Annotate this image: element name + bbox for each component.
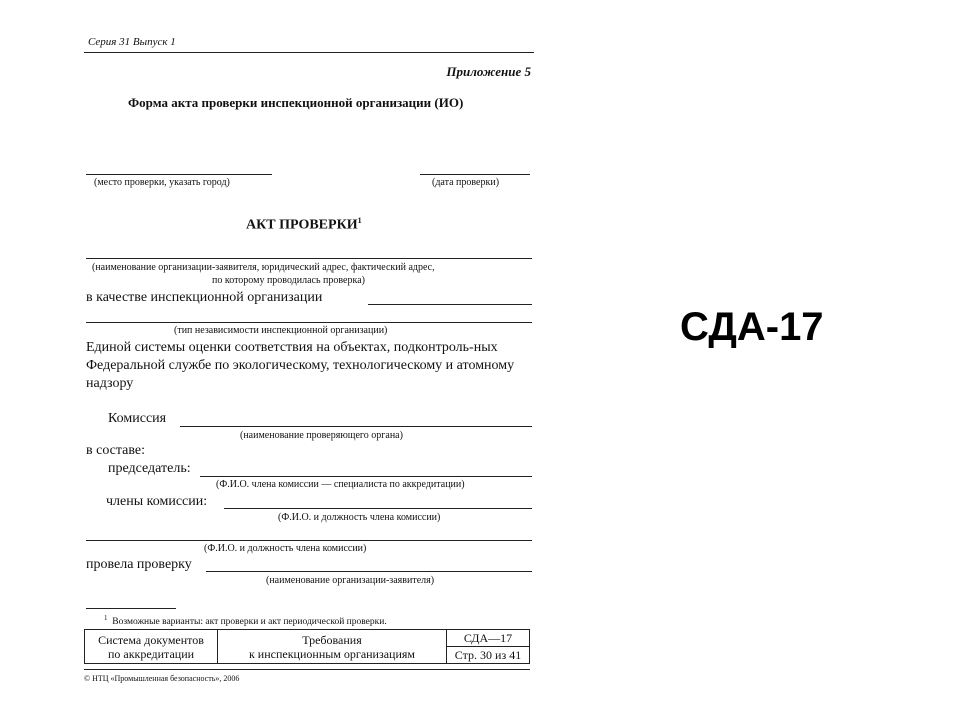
footer-req-line-1: Требования [302,632,362,647]
commission-caption: (наименование проверяющего органа) [240,430,403,441]
footer-req-line-2: к инспекционным организациям [248,646,416,661]
form-title: Форма акта проверки инспекционной организации (ИО) [128,95,464,110]
member-line-1 [224,508,532,509]
member-caption-1: (Ф.И.О. и должность члена комиссии) [278,512,441,523]
header-rule [84,52,534,53]
org-caption-1: (наименование организации-заявителя, юридический адрес, фактический адрес, [92,262,435,273]
inspected-label: провела проверку [86,557,192,572]
system-paragraph: Единой системы оценки соответствия на объектах, подконтроль-ных Федеральной службе по экологическому, технологическому и атомному надзору [86,340,515,391]
role-line [368,304,532,305]
org-line [86,258,532,259]
inspected-line [206,571,532,572]
date-caption: (дата проверки) [432,177,500,188]
series-label: Серия 31 Выпуск 1 [88,36,176,48]
org-caption-2: по которому проводилась проверка) [212,275,365,286]
footnote-rule [86,608,176,609]
chair-label: председатель: [108,461,191,476]
footnote [104,614,387,627]
independence-line [86,322,532,323]
commission-label: Комиссия [108,411,167,426]
place-line [86,174,272,175]
footer-page-cell: Стр. 30 из 41 [447,647,530,664]
footer-requirements-cell [218,630,447,664]
side-code: СДА-17 [680,305,824,349]
inspected-caption: (наименование организации-заявителя) [266,575,435,586]
place-caption: (место проверки, указать город) [94,177,230,188]
chair-caption: (Ф.И.О. члена комиссии — специалиста по аккредитации) [216,479,465,490]
member-line-2 [86,540,532,541]
member-caption-2: (Ф.И.О. и должность члена комиссии) [204,543,367,554]
chair-line [200,476,532,477]
composition-label: в составе: [86,443,146,458]
role-label: в качестве инспекционной организации [86,290,323,305]
date-line [420,174,530,175]
independence-caption: (тип независимости инспекционной организации) [174,325,388,336]
bottom-rule [84,669,530,670]
appendix-label: Приложение 5 [446,64,531,79]
footer-table [84,629,530,664]
footnote-number: 1 [104,614,108,622]
members-label: члены комиссии: [106,494,208,509]
copyright: © НТЦ «Промышленная безопасность», 2006 [84,674,240,683]
commission-line [180,426,532,427]
footer-system-line-2: по аккредитации [107,646,195,661]
footer-code-cell: СДА—17 [447,630,530,647]
footer-system-cell [85,630,218,664]
footnote-text: Возможные варианты: акт проверки и акт периодической проверки. [112,617,387,628]
footnote-mark: 1 [357,216,362,225]
act-title: АКТ ПРОВЕРКИ$^1$ [246,216,362,233]
footer-system-line-1: Система документов [98,632,204,647]
